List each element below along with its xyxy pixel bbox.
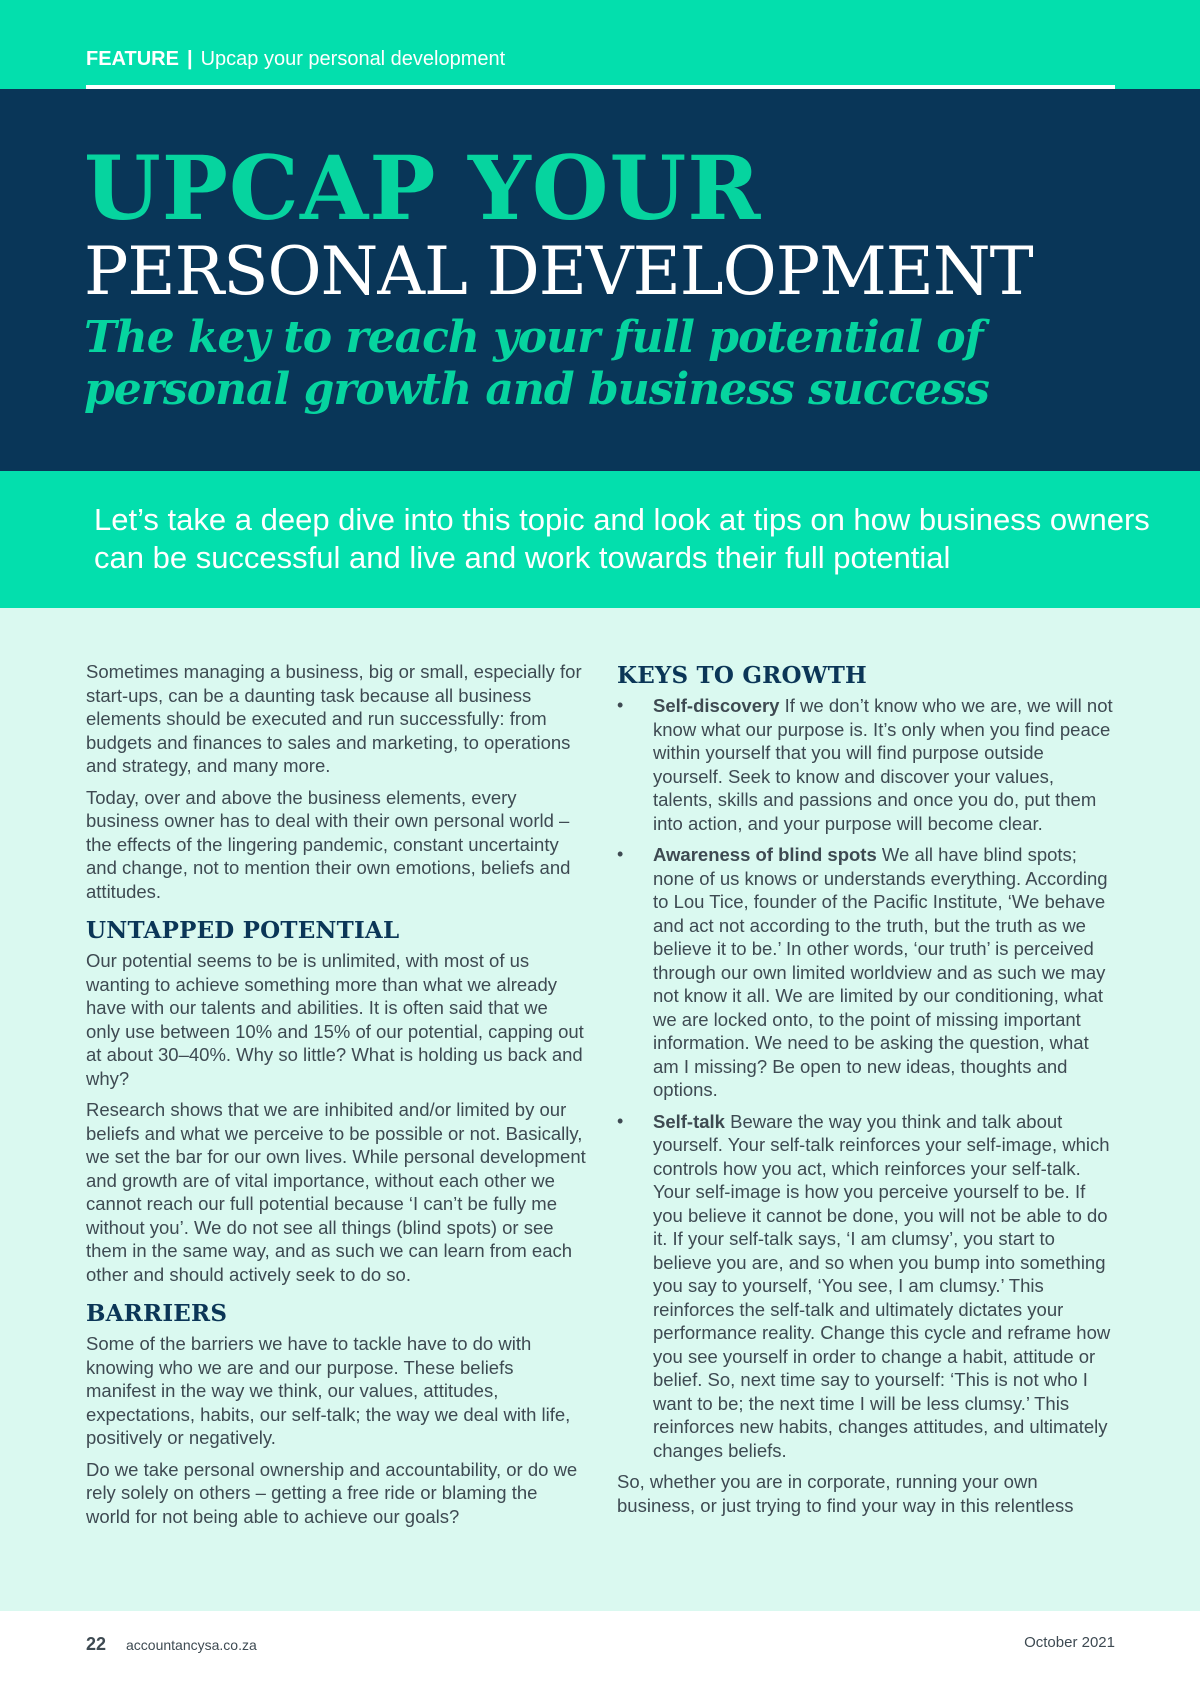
section-kicker (86, 47, 505, 71)
page-number: 22 (86, 1634, 107, 1654)
paragraph: Some of the barriers we have to tackle have to do with knowing who we are and our purpose. These beliefs manifest in the way we think, our values, attitudes, expectations, habits, our self-talk; the way we deal with life, positively or negatively. (86, 1333, 571, 1448)
section-label: FEATURE (86, 48, 179, 70)
bullet-term: Self-discovery (653, 695, 780, 716)
footer-date: October 2021 (1024, 1634, 1115, 1651)
footer-site: accountancysa.co.za (126, 1637, 257, 1653)
paragraph: Research shows that we are inhibited and/or limited by our beliefs and what we perceive to be possible or not. Basically, we set the bar for our own lives. While personal development and growth are of vital importance, without each other we cannot reach our full potential because ‘I can’t be fully me without you’. We do not see all things (blind spots) or see them in the same way, and as such we can learn from each other and should actively seek to do so. (86, 1099, 586, 1285)
section-heading-barriers: BARRIERS (86, 1300, 228, 1327)
bullet-text: If we don’t know who we are, we will not know what our purpose is. It’s only when you find peace within yourself that you will find purpose outside yourself. Seek to know and discover your values, talents, skills and passions and once you do, put them into action, and your purpose will become clear. (653, 695, 1113, 834)
bullet-icon: • (617, 695, 624, 715)
title-line-2: PERSONAL DEVELOPMENT (84, 233, 1033, 310)
article-column-right (617, 662, 1117, 1525)
paragraph: Do we take personal ownership and accountability, or do we rely solely on others – getting a free ride or blaming the world for not being able to achieve our goals? (86, 1458, 578, 1527)
bullet-icon: • (617, 1110, 624, 1131)
list-item (617, 1110, 1117, 1463)
bullet-icon: • (617, 844, 624, 864)
keys-list (617, 694, 1117, 1462)
paragraph: Sometimes managing a business, big or small, especially for start-ups, can be a daunting task because all business elements should be executed and run successfully: from budgets and finances to sales and marketing, to operations and strategy, and many more. (86, 661, 582, 776)
list-item (617, 843, 1117, 1102)
bullet-term: Awareness of blind spots (653, 844, 877, 865)
section-heading-untapped: UNTAPPED POTENTIAL (86, 917, 400, 944)
bullet-text: Beware the way you think and talk about yourself. Your self-talk reinforces your self-image, which controls how you act, which reinforces your self-talk. Your self-image is how you perceive yourself to be. If you believe it cannot be done, you will not be able to do it. If your self-talk says, ‘I am clumsy’, you start to believe you are, and so when you bump into something you say to yourself, ‘You see, I am clumsy.’ This reinforces the self-talk and ultimately dictates your performance reality. Change this cycle and reframe how you see yourself in order to change a habit, attitude or belief. So, next time say to yourself: ‘This is not who I want to be; the next time I will be less clumsy.’ This reinforces new habits, changes attitudes, and ultimately changes beliefs. (653, 1110, 1111, 1461)
kicker-separator: | (186, 48, 193, 70)
subtitle: The key to reach your full potential of personal growth and business success (84, 312, 989, 415)
list-item (617, 694, 1117, 835)
paragraph: So, whether you are in corporate, running your own business, or just trying to find your way in this relentless (617, 1471, 1074, 1516)
bullet-term: Self-talk (653, 1110, 725, 1132)
bullet-text: We all have blind spots; none of us knows or understands everything. According to Lou Tice, founder of the Pacific Institute, ‘We behave and act not according to the truth, but the truth as we believe it to be.’ In other words, ‘our truth’ is perceived through our own limited worldview and as such we may not know it all. We are limited by our conditioning, what we are locked onto, to the point of missing important information. We need to be asking the question, what am I missing? Be open to new ideas, thoughts and options. (653, 844, 1108, 1100)
section-topic: Upcap your personal development (200, 48, 506, 70)
section-heading-keys: KEYS TO GROWTH (617, 662, 867, 689)
article-column-left (86, 660, 586, 1536)
standfirst-text: Let’s take a deep dive into this topic and look at tips on how business owners can be successful and live and work towards their full potential (94, 502, 1150, 575)
title-line-1: UPCAP YOUR (84, 136, 762, 240)
paragraph: Today, over and above the business elements, every business owner has to deal with their own personal world – the effects of the lingering pandemic, constant uncertainty and change, not to mention their own emotions, beliefs and attitudes. (86, 786, 571, 902)
paragraph: Our potential seems to be is unlimited, with most of us wanting to achieve something more than what we already have with our talents and abilities. It is often said that we only use between 10% and 15% of our potential, capping out at about 30–40%. Why so little? What is holding us back and why? (86, 950, 584, 1089)
standfirst-panel (0, 471, 1200, 608)
header-bar (0, 0, 1200, 89)
